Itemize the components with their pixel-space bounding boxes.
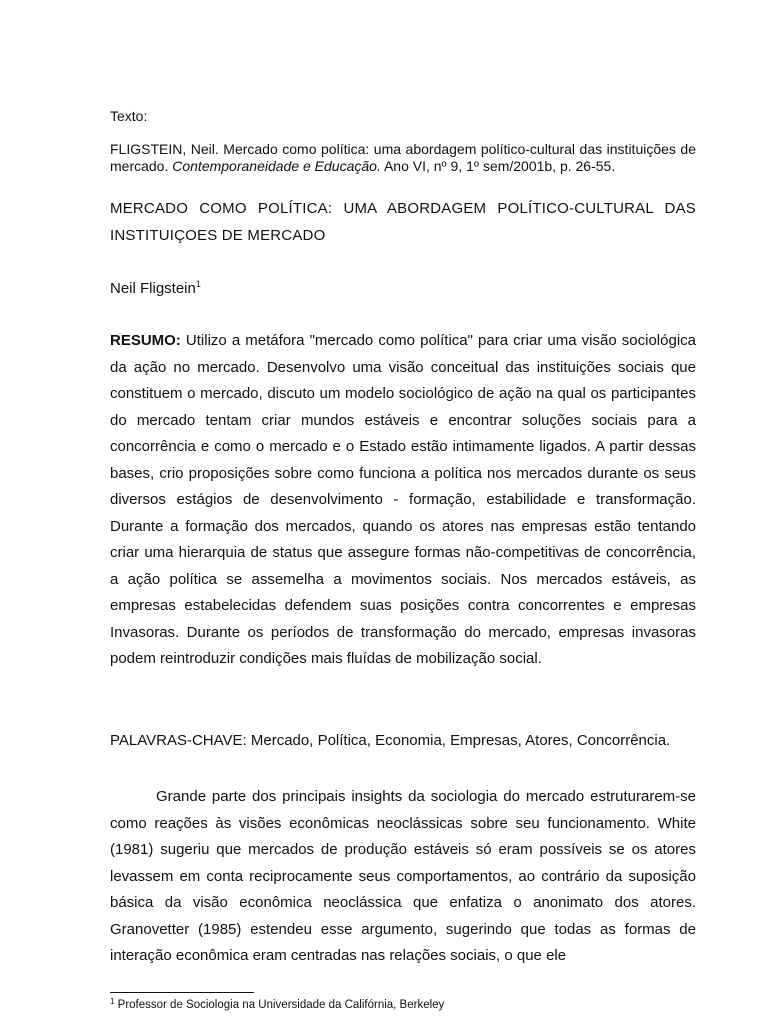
reference-prefix: FLIGSTEIN, Neil. Mercado como política: uma abordagem político-cultural das instituições de mercado. bbox=[110, 141, 696, 174]
footnote bbox=[110, 997, 696, 1011]
author-name: Neil Fligstein bbox=[110, 280, 196, 297]
body-paragraph: Grande parte dos principais insights da sociologia do mercado estruturarem-se como reações às visões econômicas neoclássicas sobre seu funcionamento. White (1981) sugeriu que mercados de produção estáveis só eram possíveis se os atores levassem em conta reciprocamente seus comportamentos, ao contrário da suposição básica da visão econômica neoclássica que enfatiza o anonimato dos atores. Granovetter (1985) estendeu esse argumento, sugerindo que todas as formas de interação econômica eram centradas nas relações sociais, o que ele bbox=[110, 788, 696, 964]
reference-journal: Contemporaneidade e Educação. bbox=[172, 158, 381, 174]
abstract bbox=[110, 328, 696, 673]
article-title: MERCADO COMO POLÍTICA: UMA ABORDAGEM POLÍTICO-CULTURAL DAS INSTITUIÇOES DE MERCADO bbox=[110, 200, 696, 244]
keywords: PALAVRAS-CHAVE: Mercado, Política, Economia, Empresas, Atores, Concorrência. bbox=[110, 732, 671, 749]
abstract-label: RESUMO: bbox=[110, 332, 181, 349]
reference-suffix: Ano VI, nº 9, 1º sem/2001b, p. 26-55. bbox=[380, 158, 616, 174]
abstract-text: Utilizo a metáfora "mercado como política" para criar uma visão sociológica da ação no mercado. Desenvolvo uma visão conceitual das instituições sociais que constituem o mercado, discuto um modelo sociológico de ação na qual os participantes do mercado tentam criar mundos estáveis e encontrar soluções sociais para a concorrência e como o mercado e o Estado estão intimamente ligados. A partir dessas bases, crio proposições sobre como funciona a política nos mercados durante os seus diversos estágios de desenvolvimento - formação, estabilidade e transformação. Durante a formação dos mercados, quando os atores nas empresas estão tentando criar uma hierarquia de status que assegure formas não-competitivas de concorrência, a ação política se assemelha a movimentos sociais. Nos mercados estáveis, as empresas estabelecidas defendem suas posições contra concorrentes e empresas Invasoras. Durante os períodos de transformação do mercado, empresas invasoras podem reintroduzir condições mais fluídas de mobilização social. bbox=[110, 332, 696, 667]
author-footnote-mark[interactable]: 1 bbox=[195, 279, 201, 289]
footnote-text: Professor de Sociologia na Universidade da Califórnia, Berkeley bbox=[114, 999, 445, 1011]
bibliographic-reference bbox=[110, 141, 696, 175]
footnote-divider bbox=[110, 992, 254, 993]
footnote-mark: 1 bbox=[110, 997, 115, 1006]
author-line bbox=[110, 279, 696, 297]
text-label: Texto: bbox=[110, 108, 148, 124]
